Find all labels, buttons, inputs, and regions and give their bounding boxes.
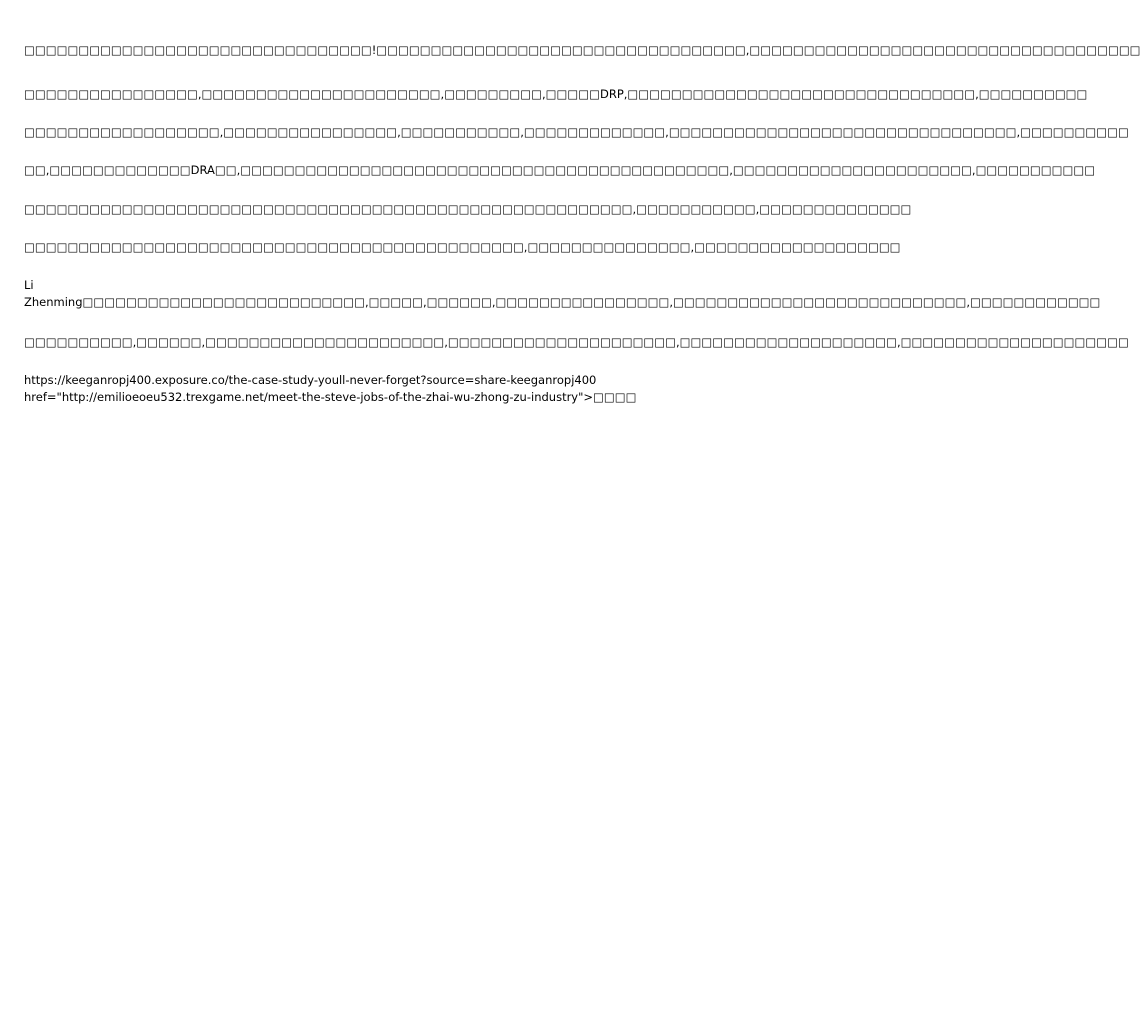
paragraph-4: □□,□□□□□□□□□□□□□DRA□□,□□□□□□□□□□□□□□□□□□□□□□□□□□□□□□□□□□□□□□□□□□□□□,□□□□□□□□□□□□□□□□□□□□□□,□□□□□□□□□□□ bbox=[24, 163, 1096, 177]
paragraph-5: □□□□□□□□□□□□□□□□□□□□□□□□□□□□□□□□□□□□□□□□□□□□□□□□□□□□□□□□,□□□□□□□□□□□,□□□□□□□□□□□□□□ bbox=[24, 202, 912, 216]
paragraph-7-line-2: Zhenming□□□□□□□□□□□□□□□□□□□□□□□□□□,□□□□□,□□□□□□,□□□□□□□□□□□□□□□□,□□□□□□□□□□□□□□□□□□□□□□□□□□□,□□□□□□□□□□□□ bbox=[24, 295, 1101, 309]
paragraph-7-line-1: Li bbox=[24, 278, 34, 292]
paragraph-8: □□□□□□□□□□,□□□□□□,□□□□□□□□□□□□□□□□□□□□□□,□□□□□□□□□□□□□□□□□□□□□,□□□□□□□□□□□□□□□□□□□□,□□□□□□□□□□□□□□□□□□□□□ bbox=[24, 335, 1129, 349]
exposure-link[interactable]: https://keeganropj400.exposure.co/the-case-study-youll-never-forget?source=share-keeganropj400 bbox=[24, 373, 597, 387]
paragraph-3: □□□□□□□□□□□□□□□□□□,□□□□□□□□□□□□□□□□,□□□□□□□□□□□,□□□□□□□□□□□□□,□□□□□□□□□□□□□□□□□□□□□□□□□□□□□□□□,□□□□□□□□□□ bbox=[24, 125, 1129, 139]
paragraph-7 bbox=[24, 277, 1100, 311]
paragraph-6: □□□□□□□□□□□□□□□□□□□□□□□□□□□□□□□□□□□□□□□□□□□□□□,□□□□□□□□□□□□□□□,□□□□□□□□□□□□□□□□□□□ bbox=[24, 240, 901, 254]
href-text-line: href="http://emilioeoeu532.trexgame.net/meet-the-steve-jobs-of-the-zhai-wu-zhong-zu-industry">□□□□ bbox=[24, 390, 637, 404]
link-paragraph bbox=[24, 372, 637, 406]
paragraph-2: □□□□□□□□□□□□□□□□,□□□□□□□□□□□□□□□□□□□□□□,□□□□□□□□□,□□□□□DRP,□□□□□□□□□□□□□□□□□□□□□□□□□□□□□□□□,□□□□□□□□□□ bbox=[24, 87, 1088, 101]
paragraph-1: □□□□□□□□□□□□□□□□□□□□□□□□□□□□□□□□!□□□□□□□□□□□□□□□□□□□□□□□□□□□□□□□□□□,□□□□□□□□□□□□□□□□□□□□□□□□□□□□□□□□□□□□ bbox=[24, 43, 1141, 57]
